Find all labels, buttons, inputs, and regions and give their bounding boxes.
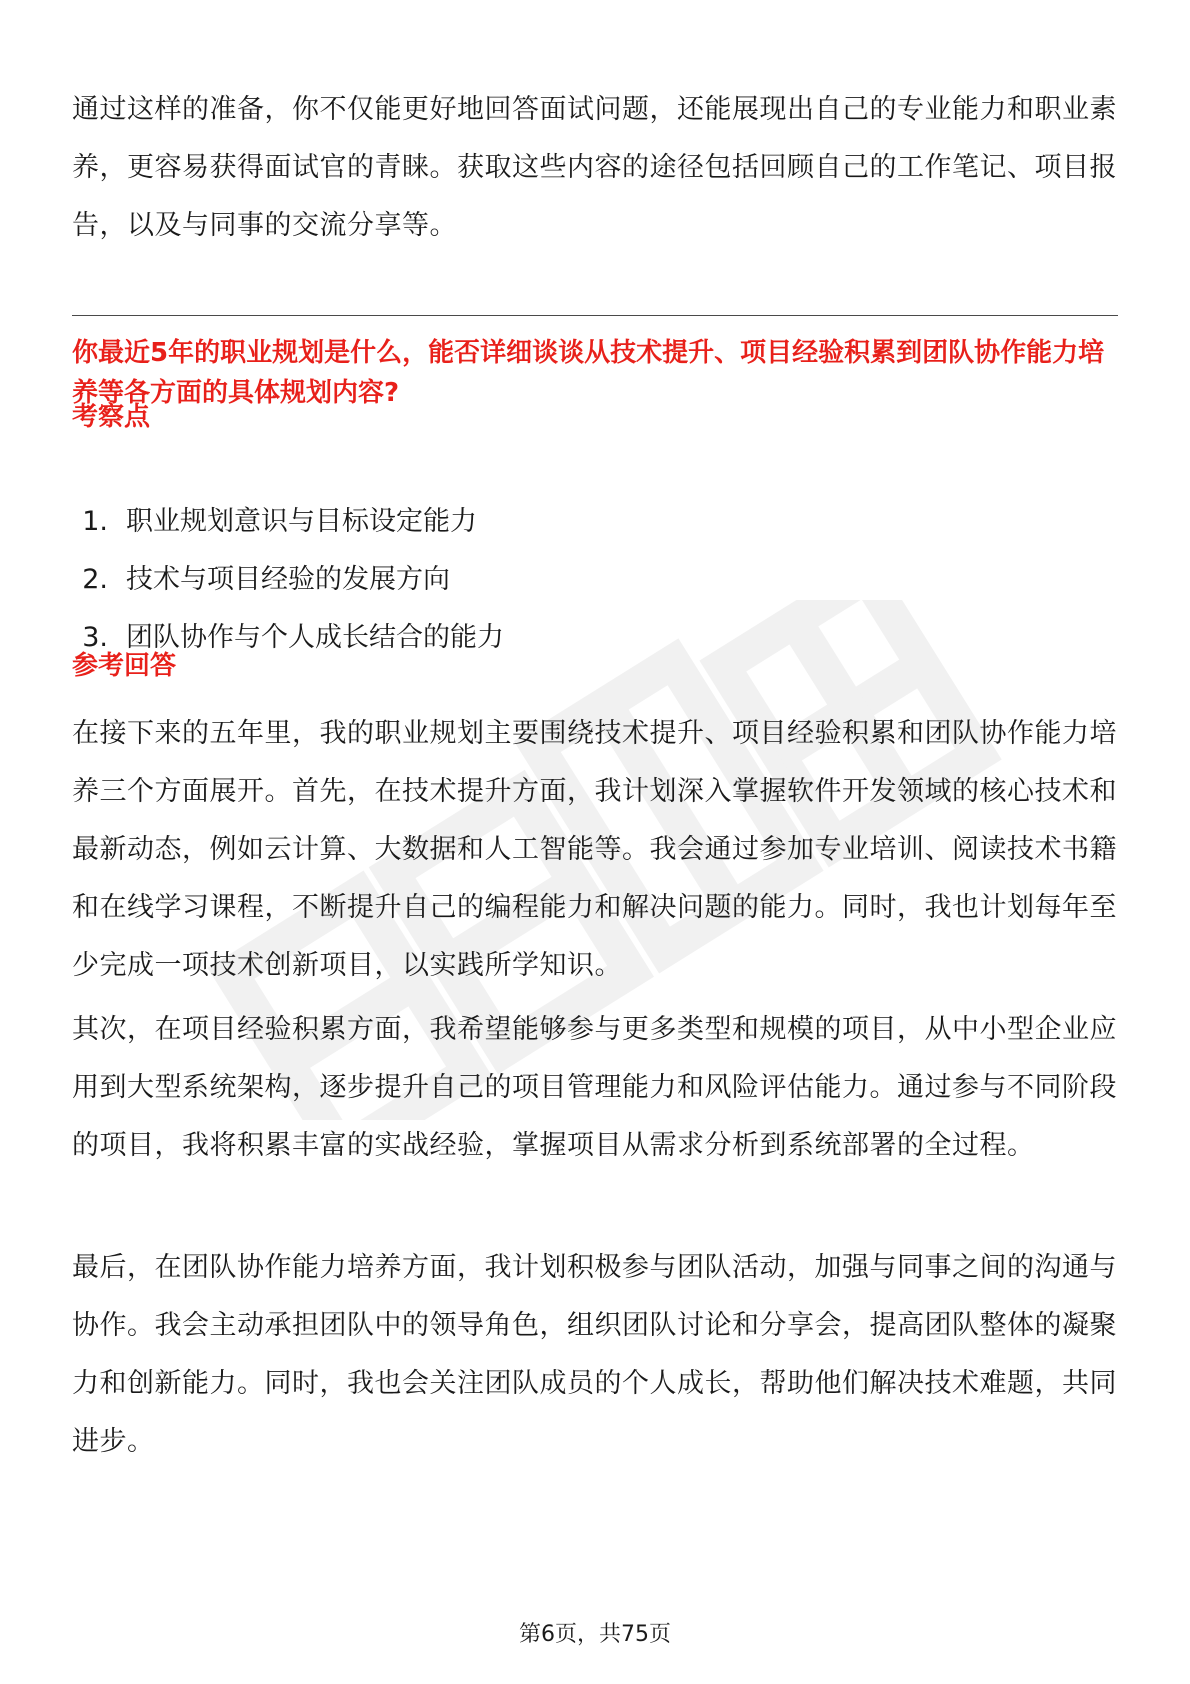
list-item-text: 职业规划意识与目标设定能力 — [126, 506, 477, 537]
answer-paragraph-1: 在接下来的五年里，我的职业规划主要围绕技术提升、项目经验积累和团队协作能力培养三个方面展开。首先，在技术提升方面，我计划深入掌握软件开发领域的核心技术和最新动态，例如云计算、大数据和人工智能等。我会通过参加专业培训、阅读技术书籍和在线学习课程，不断提升自己的编程能力和解决问题的能力。同时，我也计划每年至少完成一项技术创新项目，以实践所学知识。 — [72, 718, 1117, 981]
list-item-text: 团队协作与个人成长结合的能力 — [126, 622, 504, 653]
list-item-number: 2. — [82, 564, 108, 595]
list-item — [72, 502, 1072, 560]
page-number: 第6页，共75页 — [519, 1622, 671, 1647]
answer-paragraph-3: 最后，在团队协作能力培养方面，我计划积极参与团队活动，加强与同事之间的沟通与协作。我会主动承担团队中的领导角色，组织团队讨论和分享会，提高团队整体的凝聚力和创新能力。同时，我也会关注团队成员的个人成长，帮助他们解决技术难题，共同进步。 — [72, 1252, 1117, 1457]
question-heading: 你最近5年的职业规划是什么，能否详细谈谈从技术提升、项目经验积累到团队协作能力培养等各方面的具体规划内容? — [72, 338, 1105, 408]
list-item-text: 技术与项目经验的发展方向 — [126, 564, 450, 595]
answer-title: 参考回答 — [72, 651, 177, 681]
list-item — [72, 618, 1072, 676]
assessment-title: 考察点 — [72, 402, 151, 432]
assessment-list — [72, 502, 1072, 676]
answer-paragraph-2: 其次，在项目经验积累方面，我希望能够参与更多类型和规模的项目，从中小型企业应用到大型系统架构，逐步提升自己的项目管理能力和风险评估能力。通过参与不同阶段的项目，我将积累丰富的实战经验，掌握项目从需求分析到系统部署的全过程。 — [72, 1014, 1117, 1161]
section-divider — [72, 315, 1118, 316]
list-item-number: 3. — [82, 622, 108, 653]
list-item — [72, 560, 1072, 618]
intro-paragraph: 通过这样的准备，你不仅能更好地回答面试问题，还能展现出自己的专业能力和职业素养，更容易获得面试官的青睐。获取这些内容的途径包括回顾自己的工作笔记、项目报告，以及与同事的交流分享等。 — [72, 94, 1117, 241]
list-item-number: 1. — [82, 506, 108, 537]
